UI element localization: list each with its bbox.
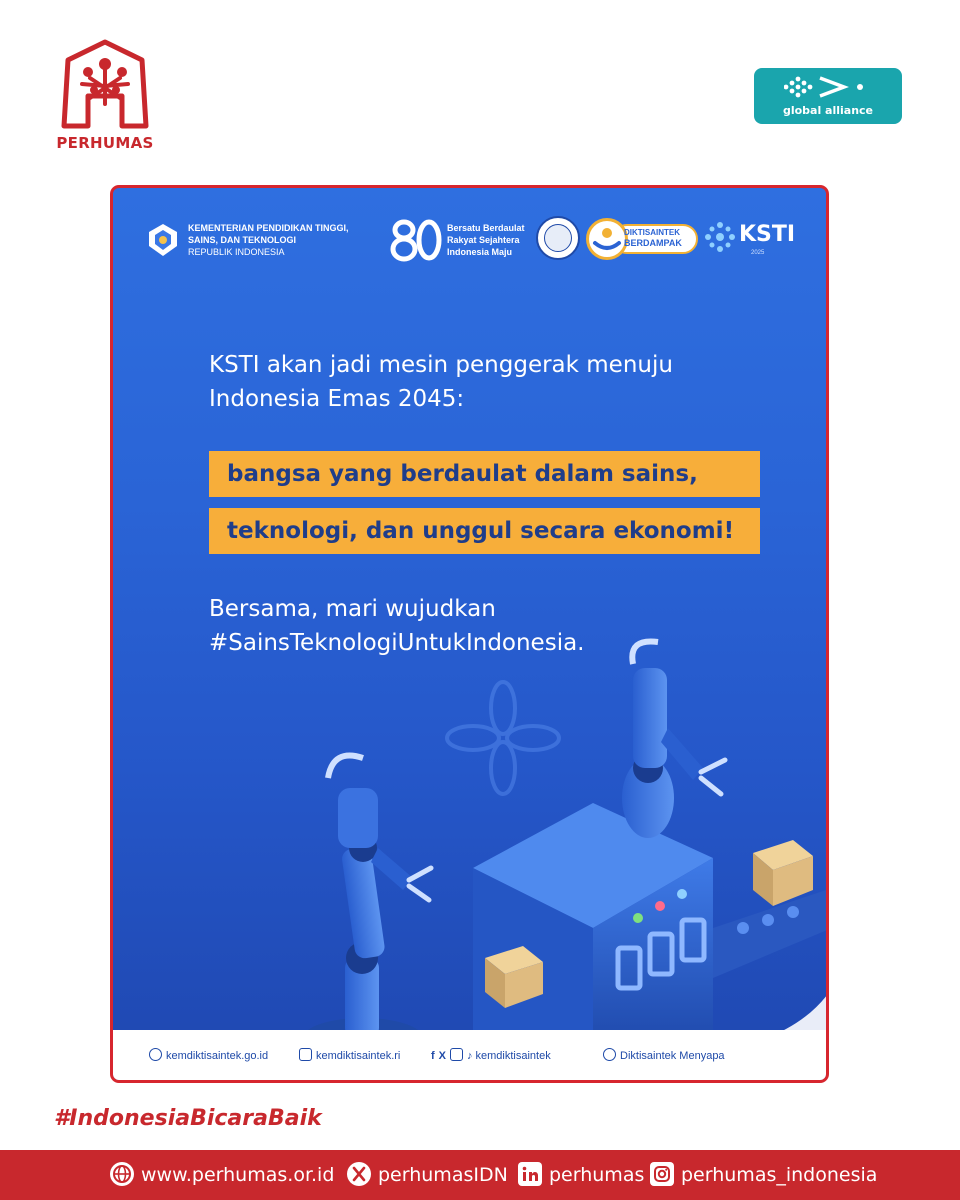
ministry-name xyxy=(188,222,349,258)
robot-arm-left xyxy=(303,756,431,1059)
perhumas-linkedin-text: perhumas xyxy=(549,1164,645,1186)
global-alliance-label: global alliance xyxy=(782,104,874,117)
tiktok-icon: ♪ xyxy=(467,1050,473,1062)
motto-line-3: Indonesia Maju xyxy=(447,247,513,257)
card-header xyxy=(113,188,826,278)
perhumas-website-link[interactable] xyxy=(110,1160,334,1190)
card-footer-spotify[interactable] xyxy=(603,1048,725,1062)
global-alliance-mark-icon xyxy=(784,75,874,103)
highlight-line-2: teknologi, dan unggul secara ekonomi! xyxy=(209,508,760,554)
ksti-wordmark: KSTI xyxy=(739,222,796,247)
card-footer-website[interactable] xyxy=(149,1048,268,1062)
perhumas-x-link[interactable] xyxy=(347,1160,508,1190)
lead-text xyxy=(209,348,749,416)
dikti-badge-line-2: BERDAMPAK xyxy=(624,238,682,248)
card-footer-website-text: kemdiktisaintek.go.id xyxy=(166,1050,269,1062)
facebook-icon: f xyxy=(431,1050,435,1062)
hashtag: #IndonesiaBicaraBaik xyxy=(54,1106,322,1131)
inspection-machine xyxy=(473,803,713,1058)
lead-line-2: Indonesia Emas 2045: xyxy=(209,386,465,412)
diktisaintek-emblem-icon xyxy=(586,218,628,260)
anniversary-motto xyxy=(447,222,525,258)
announcement-card xyxy=(110,185,829,1083)
perhumas-instagram-text: perhumas_indonesia xyxy=(681,1164,878,1186)
youtube-icon xyxy=(450,1048,463,1061)
ksti-year: 2025 xyxy=(751,250,765,256)
perhumas-emblem-icon xyxy=(60,38,150,130)
lead-line-1: KSTI akan jadi mesin penggerak menuju xyxy=(209,352,673,378)
global-alliance-logo xyxy=(754,68,902,124)
perhumas-x-text: perhumasIDN xyxy=(378,1164,508,1186)
perhumas-website-text: www.perhumas.or.id xyxy=(141,1164,335,1186)
x-icon: X xyxy=(438,1050,447,1062)
globe-icon xyxy=(110,1162,134,1186)
package-box-right xyxy=(753,840,813,906)
ministry-emblem-icon xyxy=(145,222,181,258)
dikti-badge-line-1: DIKTISAINTEK xyxy=(624,228,680,237)
card-footer xyxy=(113,1030,826,1083)
ksti-star-icon xyxy=(703,220,737,254)
linkedin-icon xyxy=(518,1162,542,1186)
ministry-line-3: REPUBLIK INDONESIA xyxy=(188,247,285,257)
perhumas-linkedin-link[interactable] xyxy=(518,1160,644,1190)
card-footer-socials[interactable] xyxy=(431,1048,551,1062)
card-footer-instagram[interactable] xyxy=(299,1048,400,1062)
anniversary-80-logo-icon xyxy=(389,218,443,262)
perhumas-instagram-link[interactable] xyxy=(650,1160,877,1190)
institution-seal-icon xyxy=(536,216,580,260)
motto-line-1: Bersatu Berdaulat xyxy=(447,223,525,233)
highlight-line-1: bangsa yang berdaulat dalam sains, xyxy=(209,451,760,497)
closing-line-1: Bersama, mari wujudkan xyxy=(209,596,496,622)
instagram-icon xyxy=(299,1048,312,1061)
robot-factory-illustration xyxy=(113,628,829,1058)
bottom-contact-bar xyxy=(0,1150,960,1200)
card-footer-instagram-text: kemdiktisaintek.ri xyxy=(316,1050,401,1062)
closing-line-2: #SainsTeknologiUntukIndonesia. xyxy=(209,630,585,656)
instagram-icon xyxy=(650,1162,674,1186)
perhumas-wordmark: PERHUMAS xyxy=(56,134,154,152)
background-flower-icon xyxy=(447,682,559,794)
x-icon xyxy=(347,1162,371,1186)
perhumas-logo xyxy=(50,38,160,158)
ministry-line-2: SAINS, DAN TEKNOLOGI xyxy=(188,235,297,245)
ministry-line-1: KEMENTERIAN PENDIDIKAN TINGGI, xyxy=(188,223,349,233)
card-footer-spotify-text: Diktisaintek Menyapa xyxy=(620,1050,725,1062)
spotify-icon xyxy=(603,1048,616,1061)
diktisaintek-berdampak-badge xyxy=(586,218,698,260)
globe-icon xyxy=(149,1048,162,1061)
robot-arm-right xyxy=(622,641,725,838)
ksti-logo xyxy=(703,220,803,260)
motto-line-2: Rakyat Sejahtera xyxy=(447,235,520,245)
card-footer-socials-text: kemdiktisaintek xyxy=(475,1050,551,1062)
